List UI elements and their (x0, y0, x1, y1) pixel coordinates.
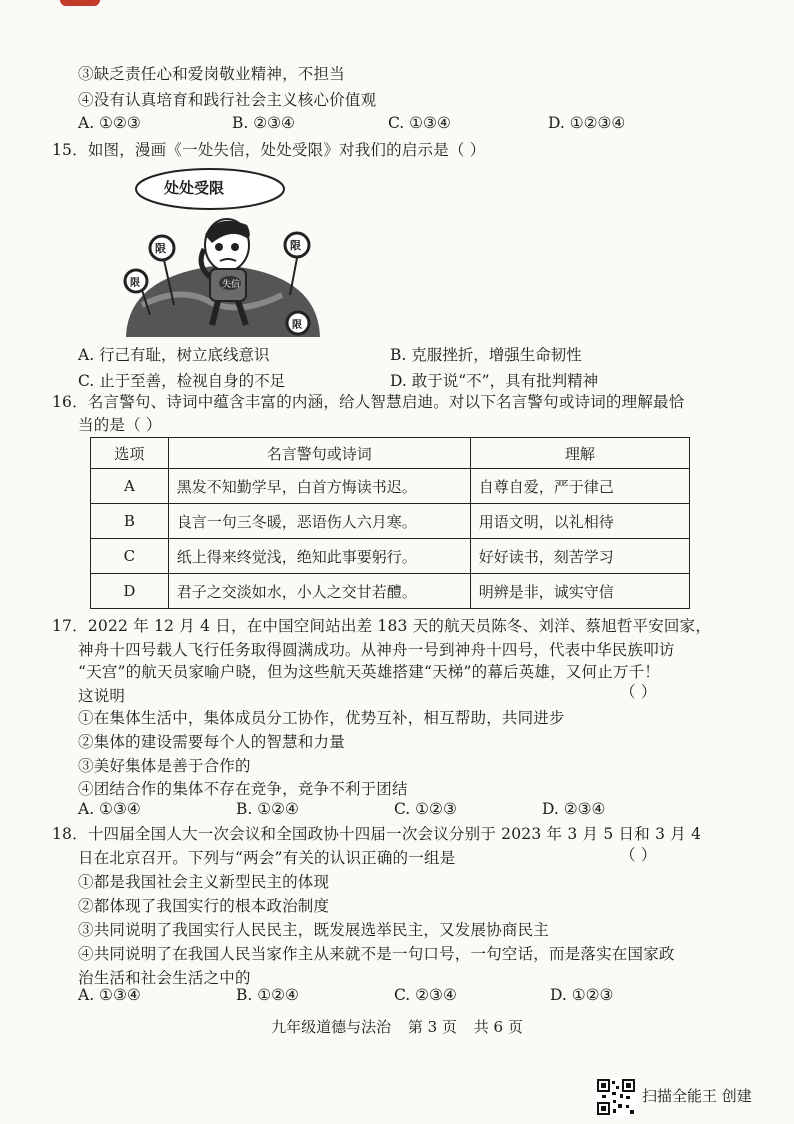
q18-stem-line1: 18．十四届全国人大一次会议和全国政协十四届一次会议分别于 2023 年 3 月 5 日和 3 月 4 (52, 825, 702, 843)
q15-options-row1 (78, 343, 718, 365)
q17-answer-paren: （ ） (620, 683, 657, 701)
table-header-option: 选项 (91, 438, 169, 469)
q17-option-c: C. ①②③ (394, 800, 457, 818)
q15-options-row2 (78, 369, 718, 391)
q17-stem-line1: 17．2022 年 12 月 4 日，在中国空间站出差 183 天的航天员陈冬、刘洋、蔡旭哲平安回家， (52, 617, 712, 635)
q18-option-b: B. ①②④ (236, 986, 299, 1004)
q18-statement-3: ③共同说明了我国实行人民民主，既发展选举民主，又发展协商民主 (78, 921, 550, 939)
table-cell-quote: 良言一句三冬暖，恶语伤人六月寒。 (168, 504, 470, 539)
q17-statement-2: ②集体的建设需要每个人的智慧和力量 (78, 733, 345, 751)
scanner-watermark: 扫描全能王 创建 (642, 1087, 752, 1105)
footer-page-number: 第 3 页 (407, 1018, 457, 1036)
q16-table (90, 437, 690, 609)
q18-stem-line2: 日在北京召开。下列与“两会”有关的认识正确的一组是 (78, 849, 456, 867)
q18-answer-paren: （ ） (620, 846, 657, 864)
table-cell-option: D (91, 574, 169, 609)
q17-statement-1: ①在集体生活中，集体成员分工协作，优势互补，相互帮助，共同进步 (78, 709, 565, 727)
table-cell-quote: 纸上得来终觉浅，绝知此事要躬行。 (168, 539, 470, 574)
q17-options (78, 800, 718, 822)
q18-statement-2: ②都体现了我国实行的根本政治制度 (78, 897, 330, 915)
table-cell-understanding: 好好读书，刻苦学习 (470, 539, 689, 574)
table-cell-option: B (91, 504, 169, 539)
q14-statement-3: ③缺乏责任心和爱岗敬业精神，不担当 (78, 65, 345, 83)
table-header-understanding: 理解 (470, 438, 689, 469)
q18-statement-4-line2: 治生活和社会生活之中的 (78, 969, 251, 987)
q17-option-b: B. ①②④ (236, 800, 299, 818)
table-row (91, 574, 690, 609)
q15-option-a: A. 行己有耻，树立底线意识 (78, 346, 270, 364)
q14-statement-4: ④没有认真培育和践行社会主义核心价值观 (78, 91, 377, 109)
q14-option-d: D. ①②③④ (548, 114, 626, 132)
table-header-quote: 名言警句或诗词 (168, 438, 470, 469)
table-cell-quote: 君子之交淡如水，小人之交甘若醴。 (168, 574, 470, 609)
cartoon-banner-text: 处处受限 (164, 179, 225, 197)
table-row (91, 539, 690, 574)
table-header-row (91, 438, 690, 469)
q18-statement-4-line1: ④共同说明了在我国人民当家作主从来就不是一句口号，一句空话，而是落实在国家政 (78, 945, 675, 963)
table-cell-option: A (91, 469, 169, 504)
q16-stem-line1: 16．名言警句、诗词中蕴含丰富的内涵，给人智慧启迪。对以下名言警句或诗词的理解最恰 (52, 393, 685, 411)
table-cell-quote: 黑发不知勤学早，白首方悔读书迟。 (168, 469, 470, 504)
table-cell-option: C (91, 539, 169, 574)
q14-option-c: C. ①③④ (388, 114, 451, 132)
table-cell-understanding: 用语文明，以礼相待 (470, 504, 689, 539)
q18-option-a: A. ①③④ (78, 986, 141, 1004)
table-cell-understanding: 自尊自爱，严于律己 (470, 469, 689, 504)
q17-stem-line3: “天宫”的航天员家喻户晓，但为这些航天英雄搭建“天梯”的幕后英雄，又何止万千！ (78, 663, 660, 681)
q18-option-c: C. ②③④ (394, 986, 457, 1004)
table-row (91, 469, 690, 504)
footer-subject: 九年级道德与法治 (271, 1018, 392, 1036)
q15-option-b: B. 克服挫折，增强生命韧性 (390, 346, 582, 364)
q18-statement-1: ①都是我国社会主义新型民主的体现 (78, 873, 330, 891)
q14-options (78, 114, 738, 136)
top-edge-mark (60, 0, 100, 6)
cartoon-sign-text-left: 限 (155, 242, 166, 255)
q18-options (78, 986, 718, 1008)
q17-option-d: D. ②③④ (542, 800, 606, 818)
table-cell-understanding: 明辨是非，诚实守信 (470, 574, 689, 609)
q17-statement-3: ③美好集体是善于合作的 (78, 757, 251, 775)
q15-cartoon (122, 165, 322, 340)
page-footer (0, 1016, 794, 1037)
qr-code-icon (596, 1078, 636, 1116)
q16-stem-line2: 当的是（ ） (78, 416, 162, 434)
q17-option-a: A. ①③④ (78, 800, 141, 818)
q15-option-d: D. 敢于说“不”，具有批判精神 (390, 372, 599, 390)
cartoon-sign-text-bottom-left: 限 (130, 278, 140, 289)
q15-stem: 15．如图，漫画《一处失信，处处受限》对我们的启示是（ ） (52, 141, 486, 159)
q17-statement-4: ④团结合作的集体不存在竞争，竞争不利于团结 (78, 780, 408, 798)
cartoon-sign-text-bottom-right: 限 (292, 320, 302, 331)
cartoon-sign-text-right: 限 (290, 239, 301, 252)
cartoon-tag-text: 失信 (222, 280, 241, 290)
q18-option-d: D. ①②③ (550, 986, 614, 1004)
q17-stem-line2: 神舟十四号载人飞行任务取得圆满成功。从神舟一号到神舟十四号，代表中华民族叩访 (78, 641, 675, 659)
q14-option-a: A. ①②③ (78, 114, 141, 132)
q14-option-b: B. ②③④ (232, 114, 295, 132)
q15-option-c: C. 止于至善，检视自身的不足 (78, 372, 286, 390)
footer-total-pages: 共 6 页 (473, 1018, 523, 1036)
q17-stem-line4: 这说明 (78, 687, 126, 705)
table-row (91, 504, 690, 539)
